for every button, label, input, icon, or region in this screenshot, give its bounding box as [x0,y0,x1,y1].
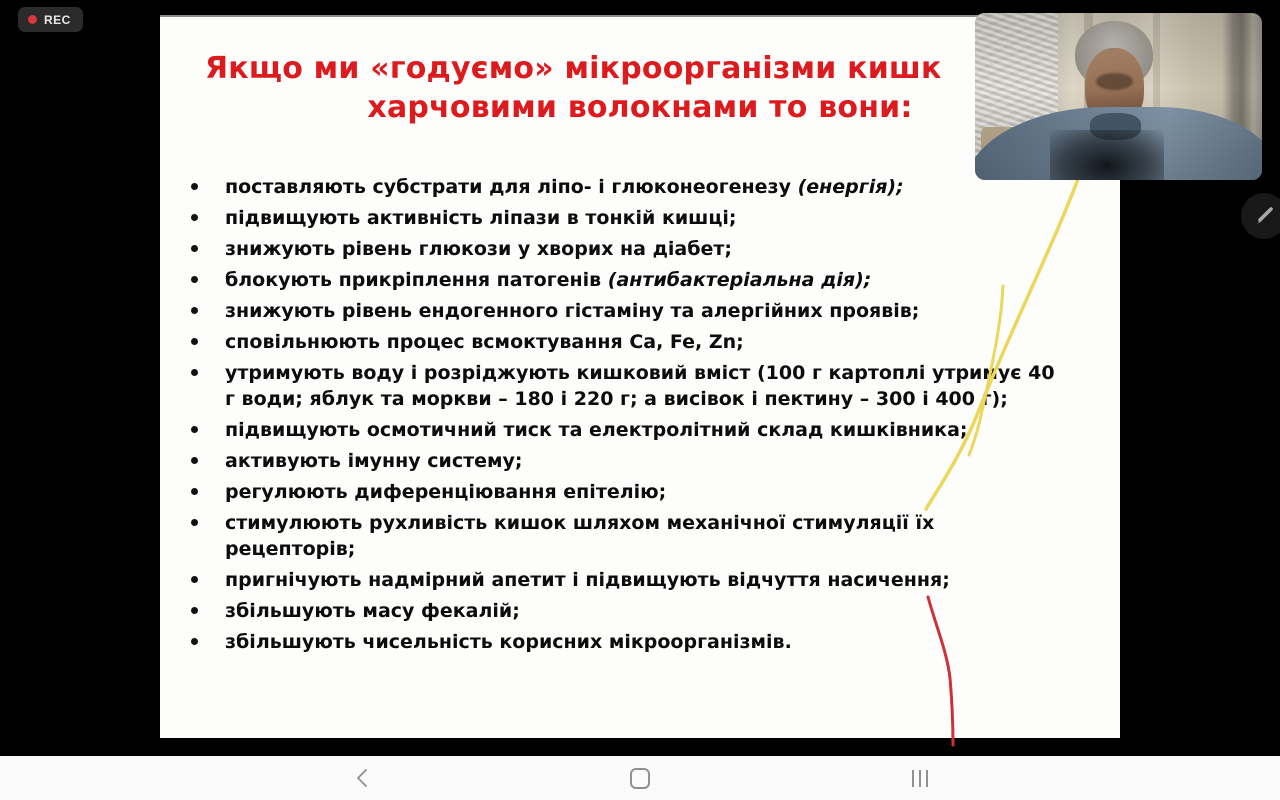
nav-home-button[interactable] [610,756,670,800]
list-item: активують імунну систему; [225,448,1070,474]
home-icon [630,768,650,789]
list-item: знижують рівень ендогенного гістаміну та алергійних проявів; [225,298,1070,324]
list-item: підвищують осмотичний тиск та електролітний склад кишківника; [225,417,1070,443]
list-item: підвищують активність ліпази в тонкій кишці; [225,205,1070,231]
video-dim-overlay [975,13,1262,180]
list-item: стимулюють рухливість кишок шляхом механічної стимуляції їх рецепторів; [225,510,1070,562]
chevron-left-icon [354,767,372,789]
list-item: утримують воду і розріджують кишковий вміст (100 г картоплі утримує 40 г води; яблук та моркви – 180 і 220 г; а висівок і пектину – 300 і 400 г); [225,360,1070,412]
list-item: сповільнюють процес всмоктування Ca, Fe, Zn; [225,329,1070,355]
recording-label: REC [44,12,71,27]
list-item: поставляють субстрати для ліпо- і глюконеогенезу (енергія); [225,174,1070,200]
bullet-list [225,174,1070,660]
pencil-icon [1252,204,1276,228]
system-nav-bar [0,756,1280,800]
recording-dot-icon [28,15,37,24]
list-item: знижують рівень глюкози у хворих на діабет; [225,236,1070,262]
presenter-video-tile[interactable] [975,13,1262,180]
list-item: регулюють диференціювання епітелію; [225,479,1070,505]
list-item: пригнічують надмірний апетит і підвищують відчуття насичення; [225,567,1070,593]
nav-recents-button[interactable] [890,756,950,800]
nav-back-button[interactable] [333,756,393,800]
recording-badge [18,7,83,32]
slide-title-line1: Якщо ми «годуємо» мікроорганізми кишк [205,51,942,86]
list-item: блокують прикріплення патогенів (антибактеріальна дія); [225,267,1070,293]
list-item: збільшують чисельність корисних мікроорганізмів. [225,629,1070,655]
annotate-pen-button[interactable] [1241,193,1280,239]
list-item: збільшують масу фекалій; [225,598,1070,624]
slide-title-line2: харчовими волокнами то вони: [367,90,913,125]
recents-icon [912,770,928,787]
